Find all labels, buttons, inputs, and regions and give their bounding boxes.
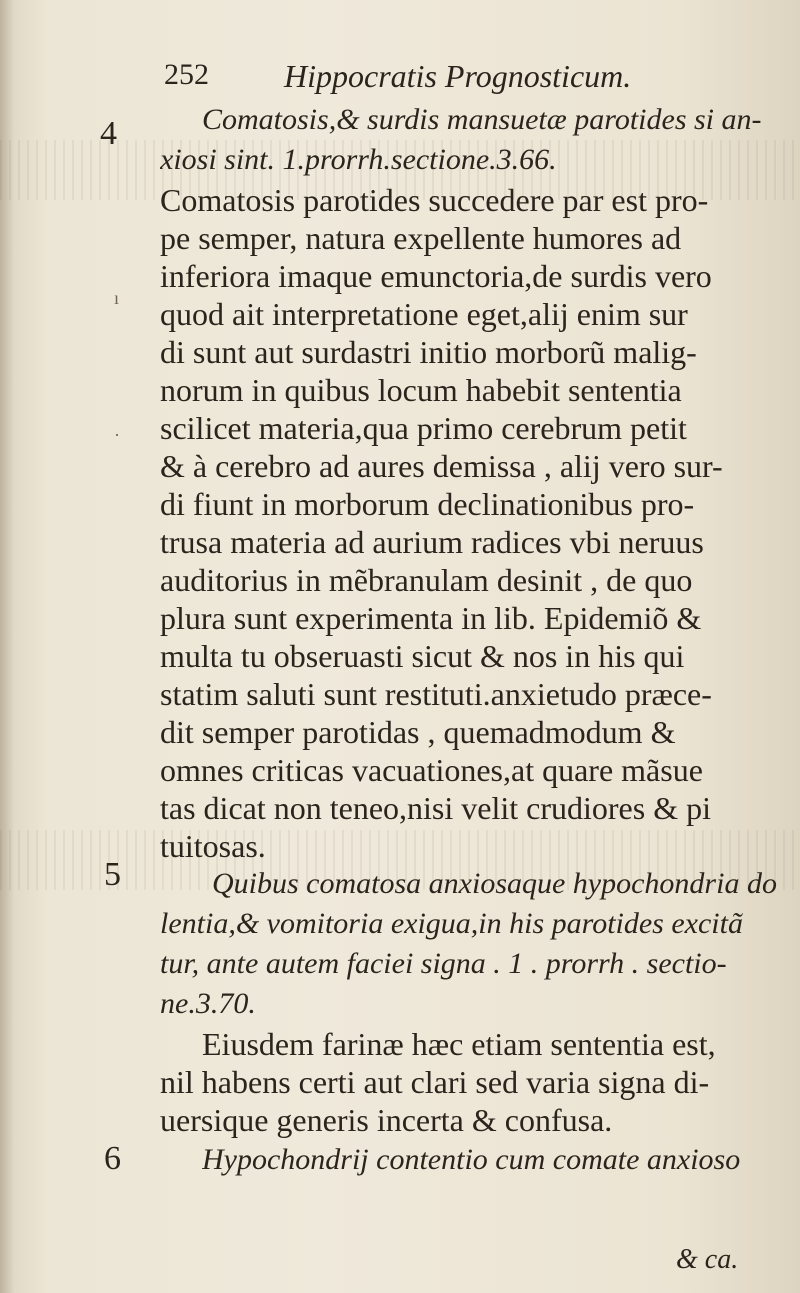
heading-line: ne.3.70. — [160, 987, 256, 1020]
text-line: Comatosis parotides succedere par est pro- — [160, 182, 709, 218]
margin-number-4: 4 — [100, 115, 117, 152]
heading-line: Quibus comatosa anxiosaque hypochondria do — [212, 867, 777, 900]
margin-number-5: 5 — [104, 856, 121, 893]
text-line: tuitosas. — [160, 828, 266, 864]
heading-line: Comatosis,& surdis mansuetæ parotides si an- — [202, 103, 762, 136]
page-number: 252 — [164, 58, 209, 91]
text-line: tas dicat non teneo,nisi velit crudiores & pi — [160, 790, 711, 826]
heading-line: lentia,& vomitoria exigua,in his parotides excitã — [160, 907, 743, 940]
heading-line: tur, ante autem faciei signa . 1 . prorrh . sectio- — [160, 947, 727, 980]
text-line: plura sunt experimenta in lib. Epidemiõ & — [160, 600, 702, 636]
text-line: trusa materia ad aurium radices vbi neruus — [160, 524, 704, 560]
heading-line: xiosi sint. 1.prorrh.sectione.3.66. — [160, 143, 557, 176]
text-line: auditorius in mẽbranulam desinit , de quo — [160, 562, 693, 598]
text-line: di sunt aut surdastri initio morborũ malig- — [160, 334, 697, 370]
text-line: uersique generis incerta & confusa. — [160, 1102, 613, 1138]
text-line: di fiunt in morborum declinationibus pro- — [160, 486, 695, 522]
text-line: nil habens certi aut clari sed varia signa di- — [160, 1064, 710, 1100]
text-line: omnes criticas vacuationes,at quare mãsue — [160, 752, 703, 788]
text-line: Eiusdem farinæ hæc etiam sententia est, — [202, 1026, 716, 1062]
text-line: norum in quibus locum habebit sententia — [160, 372, 682, 408]
page-header — [164, 58, 724, 102]
text-line: quod ait interpretatione eget,alij enim sur — [160, 296, 688, 332]
text-line: inferiora imaque emunctoria,de surdis vero — [160, 258, 712, 294]
text-line: & à cerebro ad aures demissa , alij vero sur- — [160, 448, 723, 484]
text-line: multa tu obseruasti sicut & nos in his qui — [160, 638, 685, 674]
text-line: dit semper parotidas , quemadmodum & — [160, 714, 676, 750]
text-line: statim saluti sunt restituti.anxietudo præce- — [160, 676, 712, 712]
heading-line: Hypochondrij contentio cum comate anxioso — [202, 1143, 741, 1176]
running-title: Hippocratis Prognosticum. — [284, 58, 632, 94]
catchword: & ca. — [676, 1244, 739, 1275]
margin-mark-1: ı — [114, 288, 120, 308]
margin-number-6: 6 — [104, 1140, 121, 1177]
text-line: pe semper, natura expellente humores ad — [160, 220, 682, 256]
text-line: scilicet materia,qua primo cerebrum petit — [160, 410, 687, 446]
margin-mark-2: · — [114, 425, 120, 445]
